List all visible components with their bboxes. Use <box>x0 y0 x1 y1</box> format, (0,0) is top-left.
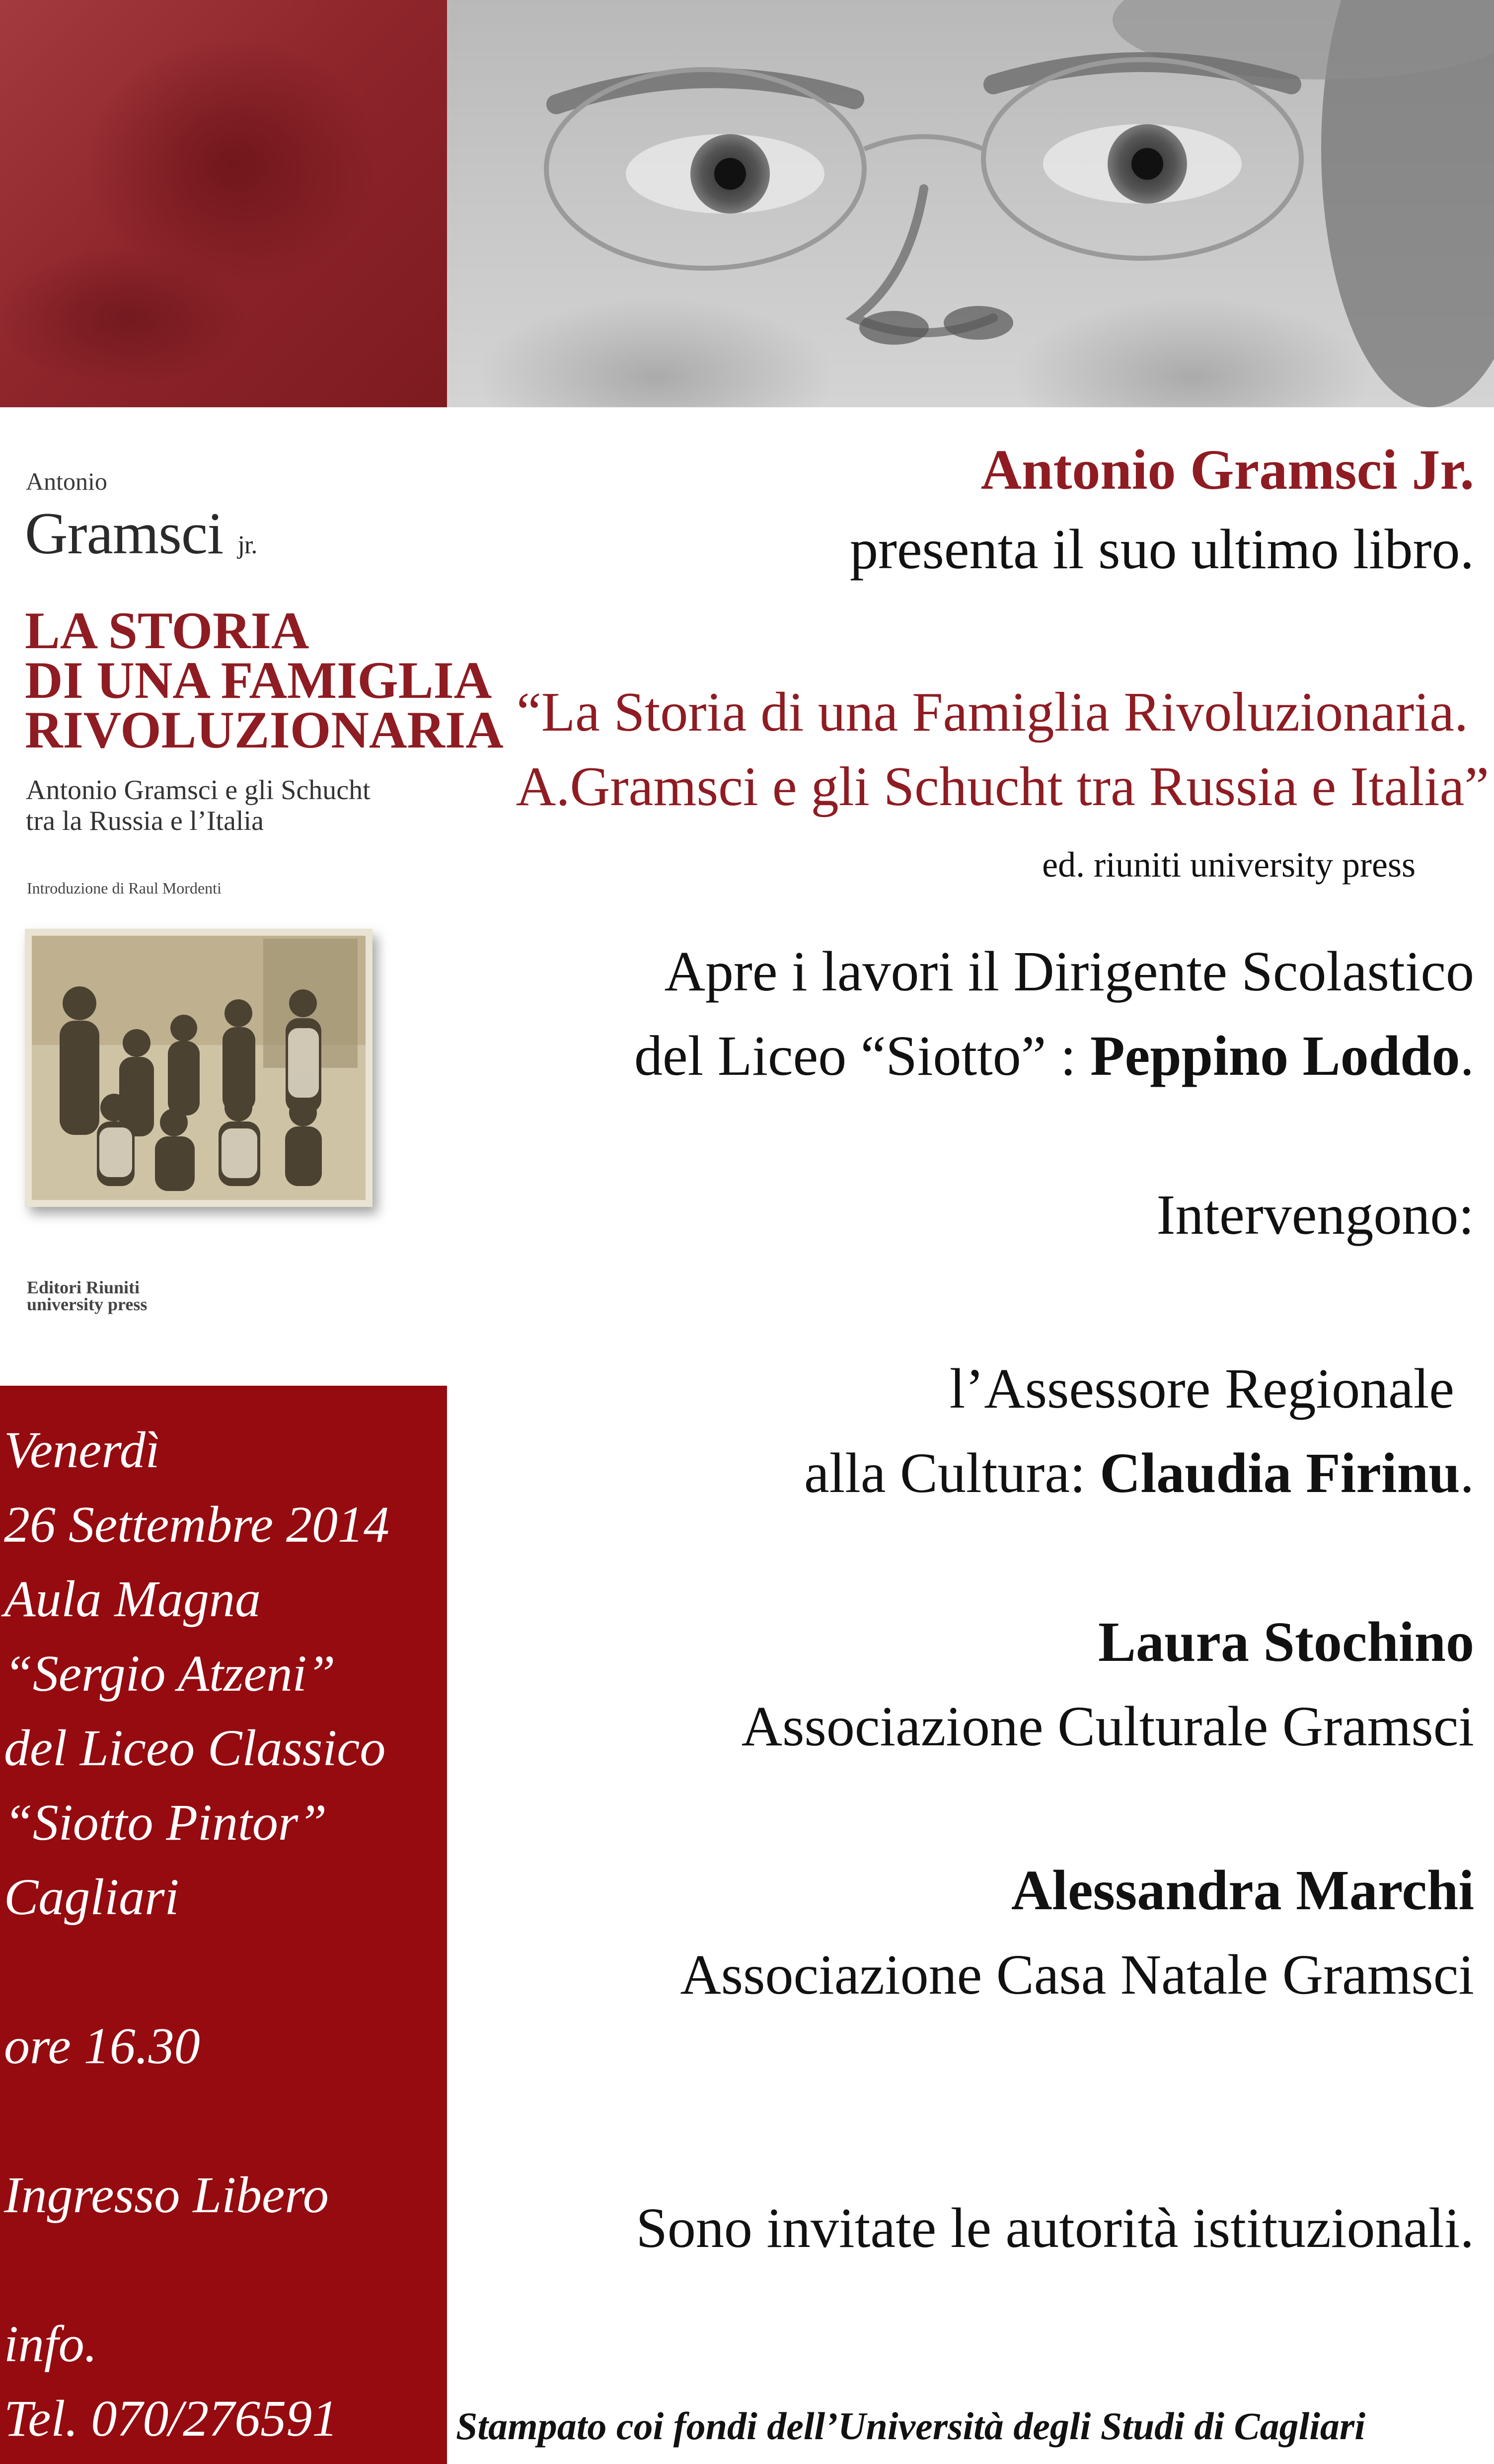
cover-author-first-name: Antonio <box>26 467 107 495</box>
book-title-line2: A.Gramsci e gli Schucht tra Russia e Italia” <box>516 756 1489 818</box>
book-cover <box>0 407 507 1341</box>
opening-speaker-name: Peppino Loddo <box>1090 1024 1460 1087</box>
family-photo-illustration <box>25 929 373 1207</box>
event-venue: Aula Magna <box>4 1570 261 1628</box>
opening-line1: Apre i lavori il Dirigente Scolastico <box>664 940 1474 1003</box>
presenter-name: Antonio Gramsci Jr. <box>980 438 1474 501</box>
cover-subtitle-line: tra la Russia e l’Italia <box>26 806 264 836</box>
event-phone: Tel. 070/276591 <box>4 2390 338 2447</box>
cover-title <box>25 601 504 759</box>
opening-suffix: . <box>1460 1024 1474 1087</box>
cover-title-line: RIVOLUZIONARIA <box>25 701 504 759</box>
cover-subtitle <box>26 775 488 836</box>
book-title-line1: “La Storia di una Famiglia Rivoluzionaria. <box>517 681 1468 743</box>
banner-red-portrait-section <box>0 0 447 407</box>
speaker-1-line <box>804 1440 1474 1506</box>
event-day: Venerdì <box>4 1421 160 1479</box>
speaker-1-role: l’Assessore Regionale <box>949 1357 1454 1420</box>
cover-author-last-name <box>25 499 257 568</box>
invitation-note: Sono invitate le autorità istituzionali. <box>636 2196 1474 2259</box>
cover-family-photo <box>25 929 373 1207</box>
cover-publisher-line: university press <box>27 1294 148 1314</box>
funding-footer: Stampato coi fondi dell’Università degli Studi di Cagliari <box>456 2404 1365 2448</box>
event-school: del Liceo Classico <box>4 1719 386 1777</box>
cover-publisher <box>27 1279 147 1313</box>
speaker-1-suffix: . <box>1460 1441 1474 1504</box>
event-details-panel <box>0 1386 447 2464</box>
portrait-illustration <box>447 0 1494 407</box>
cover-publisher-line: Editori Riuniti <box>27 1277 140 1297</box>
banner-portrait-photo <box>447 0 1494 407</box>
book-edition: ed. riuniti university press <box>1042 845 1416 885</box>
event-info-label: info. <box>4 2315 97 2373</box>
cover-title-line: LA STORIA <box>25 601 309 660</box>
speakers-heading: Intervengono: <box>1156 1183 1474 1246</box>
event-date: 26 Settembre 2014 <box>4 1496 389 1553</box>
event-city: Cagliari <box>4 1868 179 1926</box>
opening-line2 <box>634 1023 1474 1089</box>
speaker-1-name: Claudia Firinu <box>1100 1441 1460 1504</box>
event-venue-name: “Sergio Atzeni” <box>4 1645 336 1702</box>
event-time: ore 16.30 <box>4 2017 200 2075</box>
cover-title-line: DI UNA FAMIGLIA <box>25 651 492 709</box>
presenter-action: presenta il suo ultimo libro. <box>849 518 1474 581</box>
speaker-3-name: Alessandra Marchi <box>1011 1859 1474 1922</box>
speaker-2-name: Laura Stochino <box>1098 1610 1474 1673</box>
speaker-1-role-prefix: alla Cultura: <box>804 1441 1100 1504</box>
cover-author-suffix: jr. <box>237 531 257 559</box>
event-entry: Ingresso Libero <box>4 2166 329 2224</box>
cover-author-surname: Gramsci <box>25 500 224 566</box>
speaker-3-affiliation: Associazione Casa Natale Gramsci <box>680 1943 1474 2006</box>
speaker-2-affiliation: Associazione Culturale Gramsci <box>741 1695 1474 1758</box>
cover-subtitle-line: Antonio Gramsci e gli Schucht <box>26 775 371 806</box>
opening-prefix: del Liceo “Siotto” : <box>634 1024 1091 1087</box>
event-school-name: “Siotto Pintor” <box>4 1794 327 1851</box>
cover-introduction: Introduzione di Raul Mordenti <box>27 879 222 897</box>
